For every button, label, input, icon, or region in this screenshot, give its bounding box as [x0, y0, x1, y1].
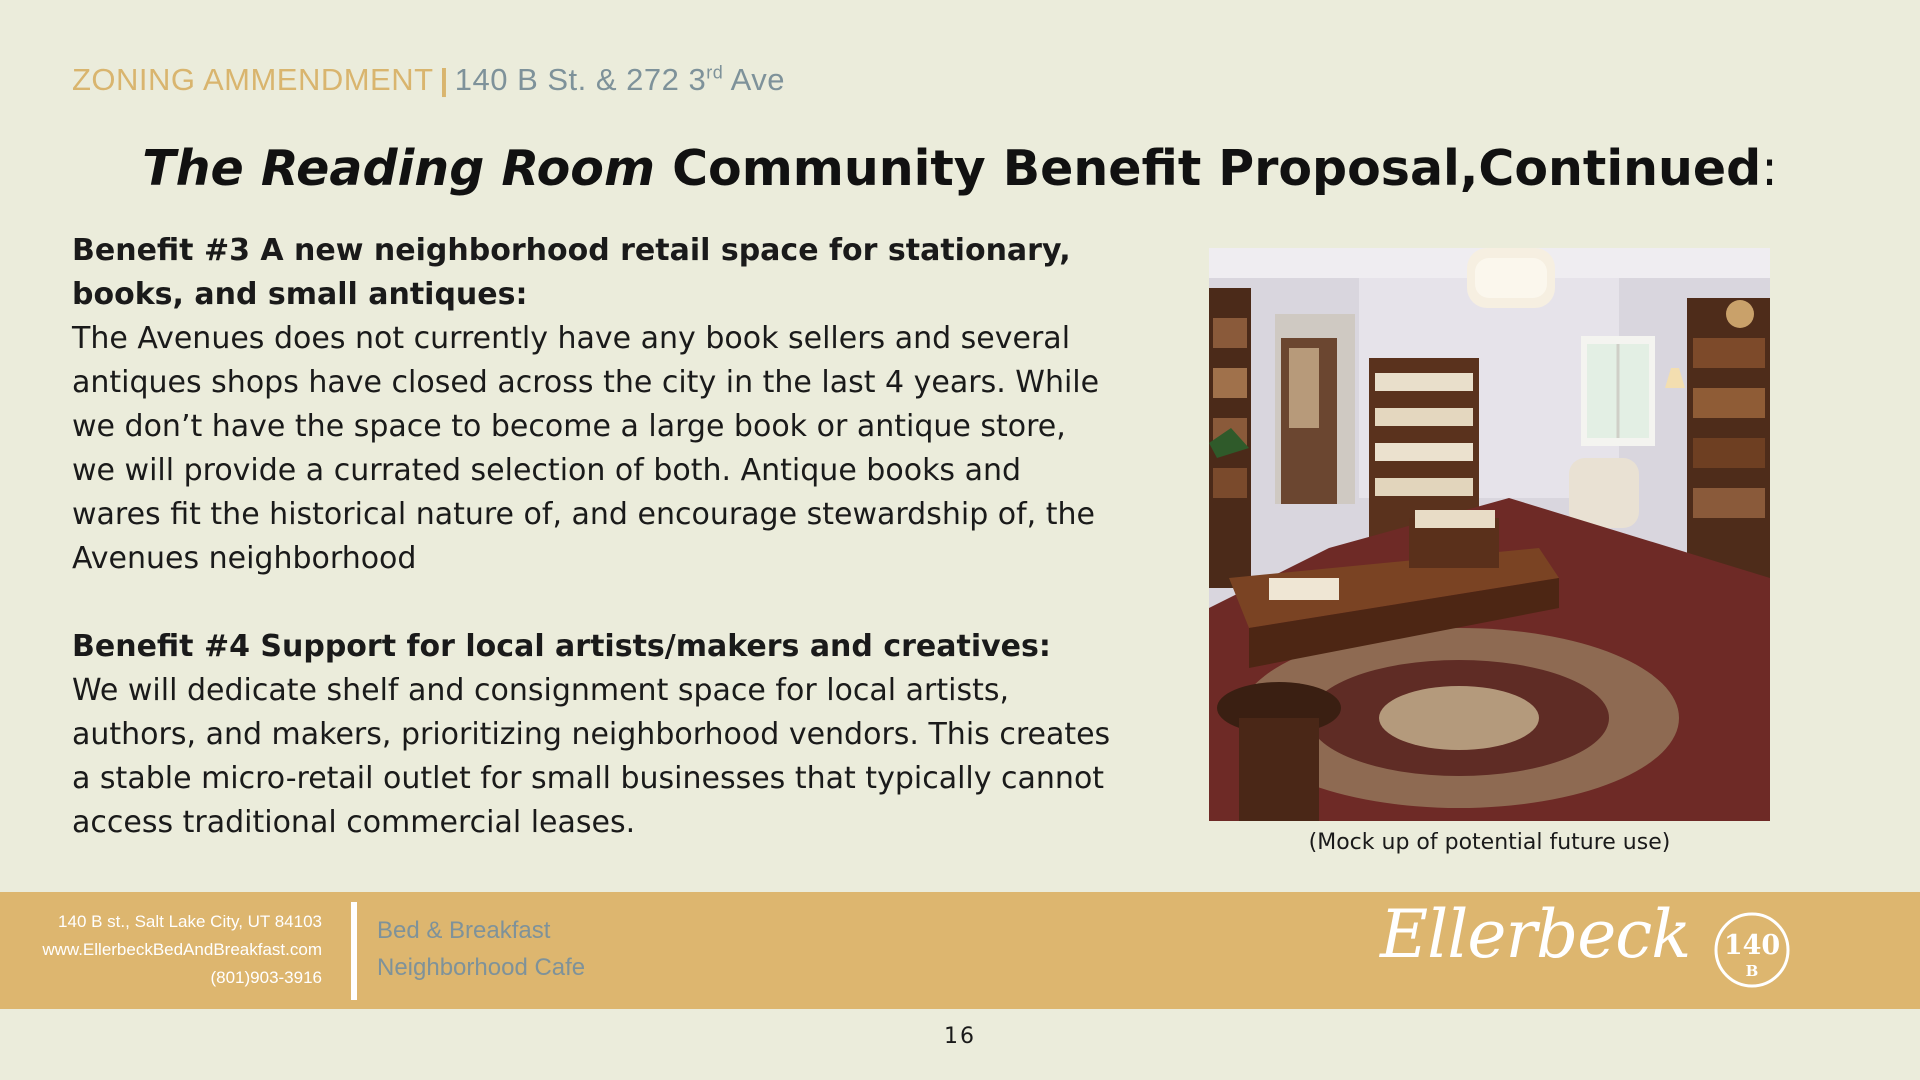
slide-header — [72, 62, 785, 98]
footer-phone: (801)903-3916 — [210, 968, 322, 987]
header-separator: | — [439, 62, 449, 97]
footer-bar — [0, 892, 1920, 1009]
footer-website[interactable]: www.EllerbeckBedAndBreakfast.com — [42, 940, 322, 959]
title-colon: : — [1761, 140, 1778, 197]
mockup-photo — [1209, 248, 1770, 821]
footer-address: 140 B st., Salt Lake City, UT 84103 — [58, 912, 322, 931]
title-rest: Community Benefit Proposal,Continued — [655, 140, 1762, 197]
logo-wordmark: Ellerbeck — [1380, 896, 1691, 973]
footer-divider — [351, 902, 357, 1000]
badge-number: 140 — [1723, 930, 1781, 961]
page-title — [0, 140, 1920, 197]
benefits-text — [72, 229, 1112, 845]
header-address — [455, 62, 785, 97]
footer-contact — [42, 908, 322, 992]
header-address-end: Ave — [723, 62, 786, 97]
service-neighborhood-cafe: Neighborhood Cafe — [377, 954, 586, 981]
header-address-main: 140 B St. & 272 3 — [454, 62, 707, 97]
page-number: 16 — [944, 1024, 976, 1049]
benefit-3-heading: Benefit #3 A new neighborhood retail space for stationary, books, and small antiques: — [72, 233, 1071, 312]
photo-caption: (Mock up of potential future use) — [1308, 830, 1671, 855]
benefit-3-body: The Avenues does not currently have any book sellers and several antiques shops have closed across the city in the last 4 years. While we don’t have the space to become a large book or antique store, we will provide a currated selection of both. Antique books and wares fit the historical nature of, and encourage stewardship of, the Avenues neighborhood — [72, 321, 1100, 576]
benefit-4-heading: Benefit #4 Support for local artists/makers and creatives: — [72, 629, 1051, 664]
service-bed-breakfast: Bed & Breakfast — [377, 917, 551, 944]
title-italic: The Reading Room — [142, 140, 656, 197]
header-address-sup: rd — [706, 62, 724, 83]
ellerbeck-logo — [1380, 892, 1820, 1009]
footer-services — [377, 912, 585, 986]
benefit-4-body: We will dedicate shelf and consignment space for local artists, authors, and makers, prioritizing neighborhood vendors. This creates a stable micro-retail outlet for small businesses that typically cannot access traditional commercial leases. — [72, 673, 1111, 840]
badge-letter: B — [1745, 962, 1759, 980]
header-tag: ZONING AMMENDMENT — [72, 62, 434, 97]
logo-badge-icon — [1712, 910, 1792, 990]
